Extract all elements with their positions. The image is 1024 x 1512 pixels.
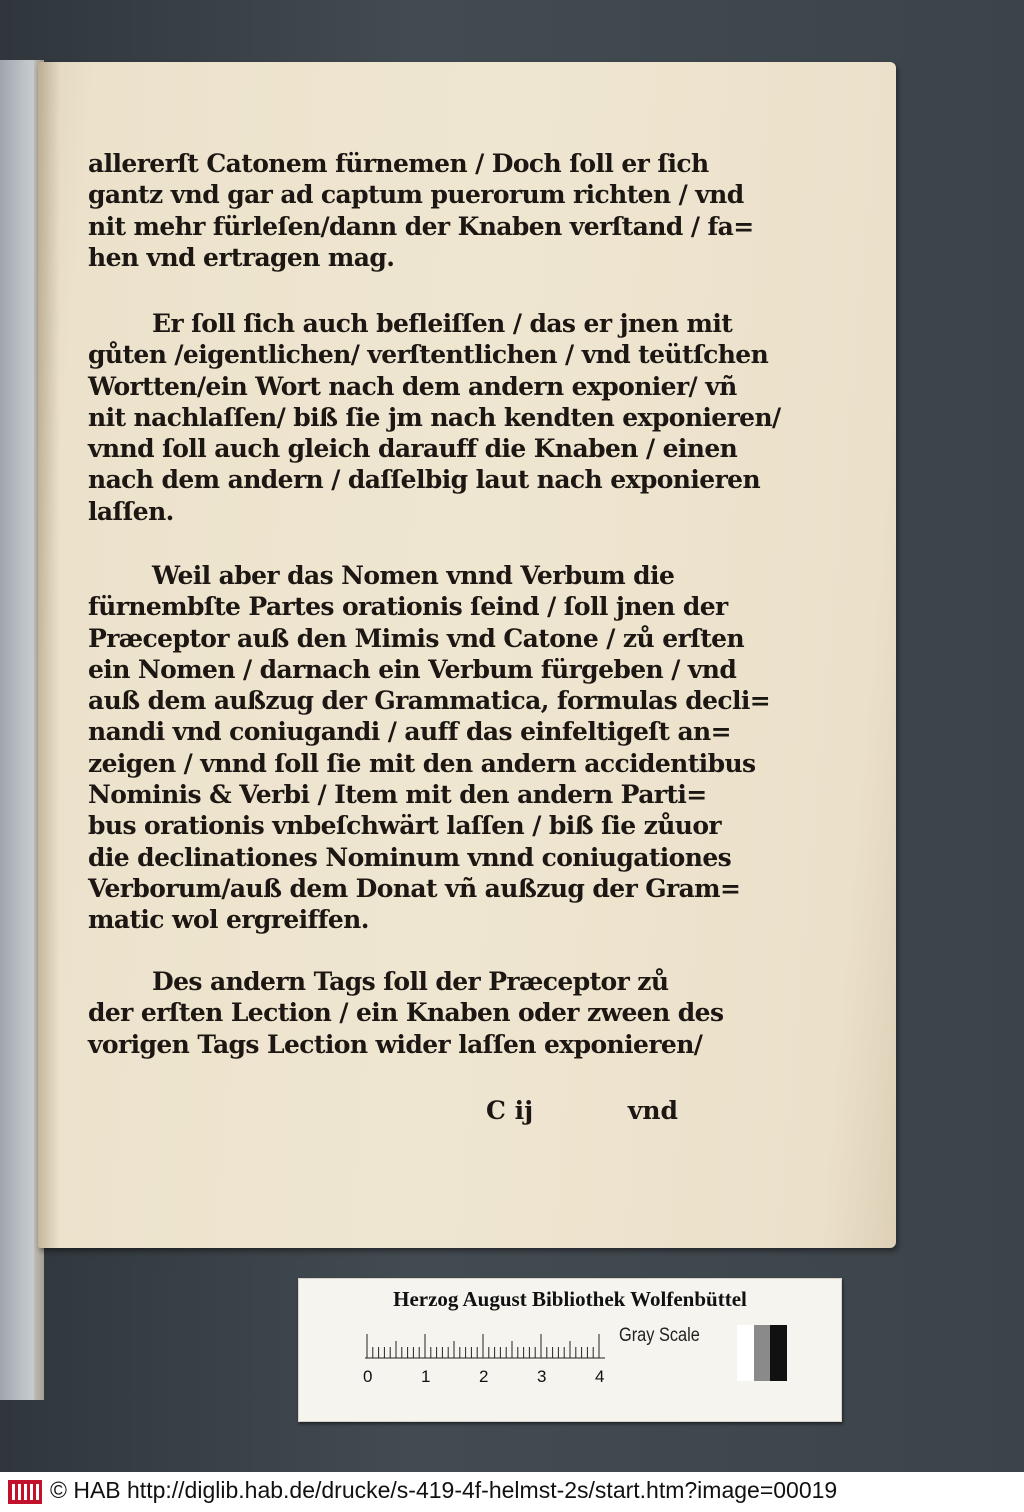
text-line: zeigen / vnnd ſoll ſie mit den andern accidentibus [88,748,756,778]
library-name: Herzog August Bibliothek Wolfenbüttel [393,1287,747,1311]
text-line: laſſen. [88,496,174,526]
scale-digit: 3 [537,1367,547,1386]
text-line: Præceptor auß den Mimis vnd Catone / zů erſten [88,623,745,653]
hab-logo-icon [8,1480,42,1504]
text-line: gůten /eigentlichen/ verſtentlichen / vnd teütſchen [88,340,769,370]
scale-digit: 1 [421,1367,431,1386]
scale-digit: 4 [595,1367,605,1386]
text-line: Nominis & Verbi / Item mit den andern Parti= [88,780,707,810]
text-line: Weil aber das Nomen vnnd Verbum die [152,561,675,590]
caption-bar [0,1472,1024,1512]
gray-patch [754,1325,771,1381]
text-line: nit nachlaſſen/ biß ſie jm nach kendten exponieren/ [88,402,781,432]
text-line: fürnembſte Partes orationis ſeind / ſoll jnen der [88,592,728,622]
gray-patch [770,1325,787,1381]
signature-mark: C ij [486,1096,534,1125]
text-line: die declinationes Nominum vnnd coniugationes [88,842,732,872]
text-line: Des andern Tags ſoll der Præceptor zů [152,967,669,996]
paragraph-2 [88,308,781,527]
text-line: vnnd ſoll auch gleich darauff die Knaben / einen [88,434,738,464]
caption-text: © HAB http://diglib.hab.de/drucke/s-419-4f-helmst-2s/start.htm?image=00019 [50,1477,838,1503]
ruler-icon [365,1333,605,1359]
text-line: Verborum/auß dem Donat vñ außzug der Gram= [88,873,741,903]
book-page [38,62,896,1248]
text-line: bus orationis vnbeſchwärt laſſen / biß ſie zůuor [88,811,721,841]
text-line: nach dem andern / daſſelbig laut nach exponieren [88,465,761,495]
paragraph-4 [88,966,728,1060]
gray-scale-patches [737,1325,787,1381]
gray-scale-label: Gray Scale [619,1325,700,1346]
text-line: der erſten Lection / ein Knaben oder zween des [88,998,724,1028]
page-footer [486,1096,678,1125]
catchword: vnd [627,1096,678,1125]
text-line: allererſt Catonem fürnemen / Doch ſoll er ſich [88,149,709,178]
paragraph-3 [88,560,771,936]
paragraph-1 [88,148,754,273]
gray-patch [737,1325,754,1381]
text-line: nandi vnd coniugandi / auff das einfeltigeſt an= [88,717,731,747]
color-target-card [298,1278,842,1422]
text-line: hen vnd ertragen mag. [88,242,395,272]
text-line: matic wol ergreiffen. [88,905,369,935]
text-line: gantz vnd gar ad captum puerorum richten / vnd [88,180,744,210]
scale-digit: 2 [479,1367,489,1386]
text-line: nit mehr fürleſen/dann der Knaben verſtand / fa= [88,211,754,241]
text-line: Wortten/ein Wort nach dem andern exponier/ vñ [88,371,737,401]
page-gutter-shadow [38,62,60,1248]
scale-digit: 0 [363,1367,373,1386]
text-line: vorigen Tags Lection wider laſſen exponieren/ [88,1029,703,1059]
underlying-page-shadow [0,60,34,1400]
text-line: ein Nomen / darnach ein Verbum fürgeben / vnd [88,654,737,684]
text-line: auß dem außzug der Grammatica, formulas decli= [88,686,771,716]
text-line: Er ſoll ſich auch befleiſſen / das er jnen mit [152,309,733,338]
